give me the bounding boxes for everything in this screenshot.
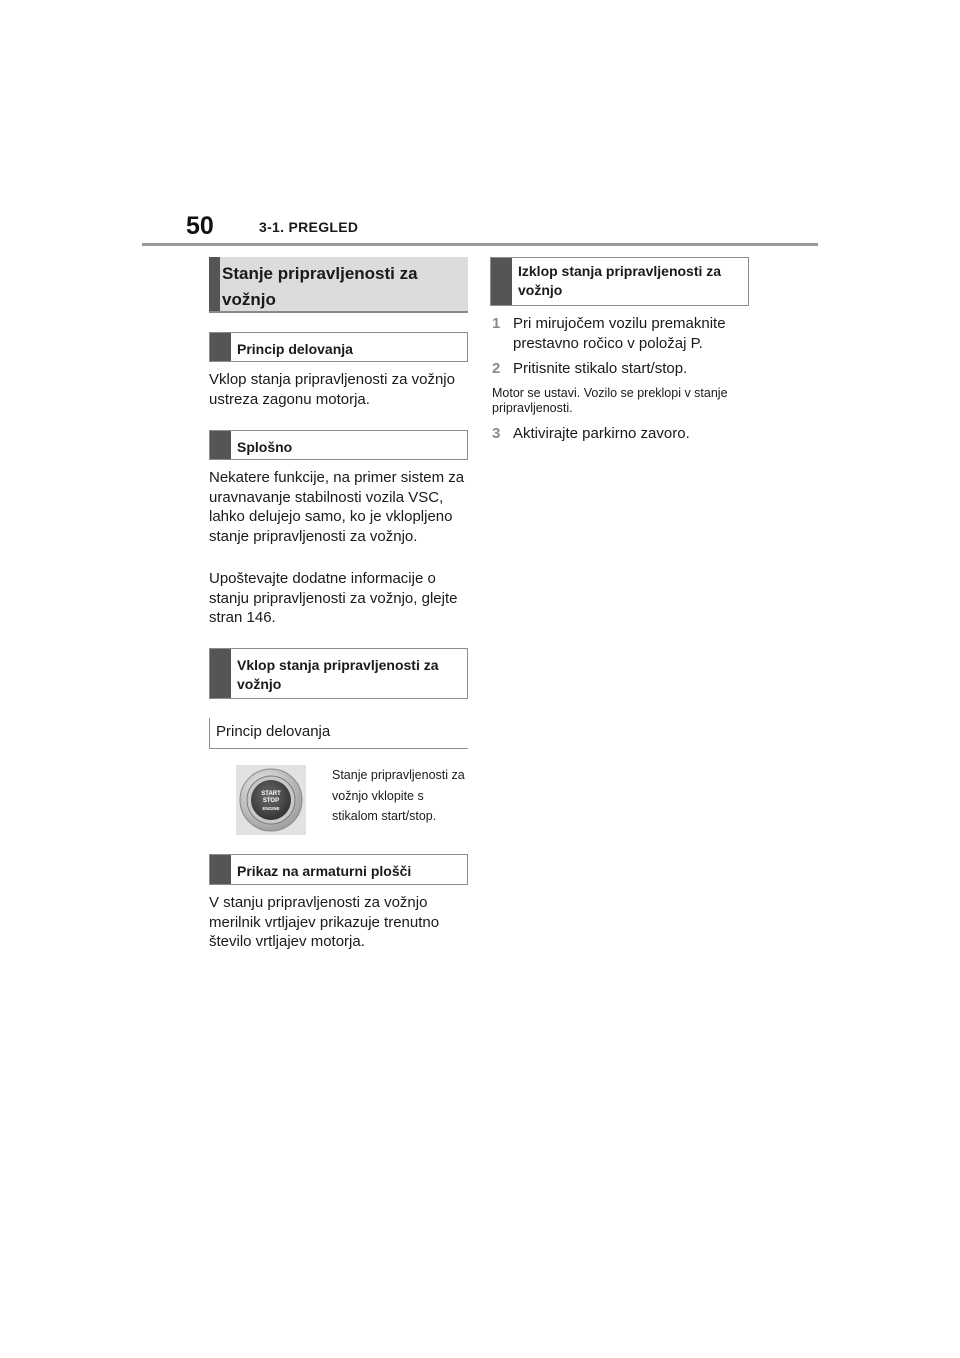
subheading-switch-off: Izklop stanja pripravljenosti za vožnjo (518, 263, 722, 298)
step-number: 2 (492, 360, 501, 377)
subheading-switch-on: Vklop stanja pripravljenosti za vožnjo (237, 657, 439, 692)
page-number: 50 (186, 212, 214, 240)
section-title: 3-1. PREGLED (259, 219, 359, 235)
subheading-box-dashboard (209, 854, 468, 885)
step-note: Motor se ustavi. Vozilo se preklopi v stanje pripravljenosti. (492, 386, 728, 415)
heading-bar (210, 649, 231, 698)
step-number: 1 (492, 315, 501, 332)
plain-heading-box (209, 718, 468, 749)
heading-bar (210, 855, 231, 884)
main-heading: Stanje pripravljenosti za vožnjo (222, 264, 418, 309)
subheading-principle: Princip delovanja (237, 341, 353, 357)
subheading-box-switch-off (490, 257, 749, 306)
dashboard-text: V stanju pripravljenosti za vožnjo merilnik vrtljajev prikazuje trenutno število vrtljajev motorja. (209, 894, 440, 950)
step-text: Aktivirajte parkirno zavoro. (513, 425, 690, 442)
step-1 (492, 314, 752, 354)
subheading-box-switch-on (209, 648, 468, 699)
general-paragraph-2: Upoštevajte dodatne informacije o stanju pripravljenosti za vožnjo, glejte stran 146. (209, 570, 458, 626)
button-label-engine: ENGINE (262, 806, 280, 811)
step-text: Pri mirujočem vozilu premaknite prestavno ročico v položaj P. (513, 315, 726, 352)
step-3 (492, 424, 752, 444)
heading-bar (491, 258, 512, 305)
subheading-general: Splošno (237, 439, 293, 455)
step-text: Pritisnite stikalo start/stop. (513, 360, 688, 377)
heading-bar (210, 431, 231, 459)
image-caption: Stanje pripravljenosti za vožnjo vklopite s stikalom start/stop. (332, 768, 465, 823)
general-paragraph-1: Nekatere funkcije, na primer sistem za uravnavanje stabilnosti vozila VSC, lahko delujejo samo, ko je vklopljeno stanje pripravljenosti za vožnjo. (209, 469, 465, 545)
header-rule (142, 243, 818, 246)
button-label-stop: STOP (262, 798, 280, 804)
main-heading-box (209, 257, 468, 313)
start-stop-button-icon (236, 765, 306, 835)
button-label-start: START (261, 791, 281, 797)
plain-heading: Princip delovanja (216, 723, 331, 740)
subheading-box-principle (209, 332, 468, 362)
start-stop-button-image (236, 765, 306, 835)
heading-bar (209, 257, 220, 311)
step-number: 3 (492, 425, 501, 442)
step-2 (492, 359, 752, 379)
heading-bar (210, 333, 231, 361)
principle-text: Vklop stanja pripravljenosti za vožnjo ustreza zagonu motorja. (209, 371, 455, 408)
subheading-box-general (209, 430, 468, 460)
subheading-dashboard: Prikaz na armaturni plošči (237, 863, 412, 879)
